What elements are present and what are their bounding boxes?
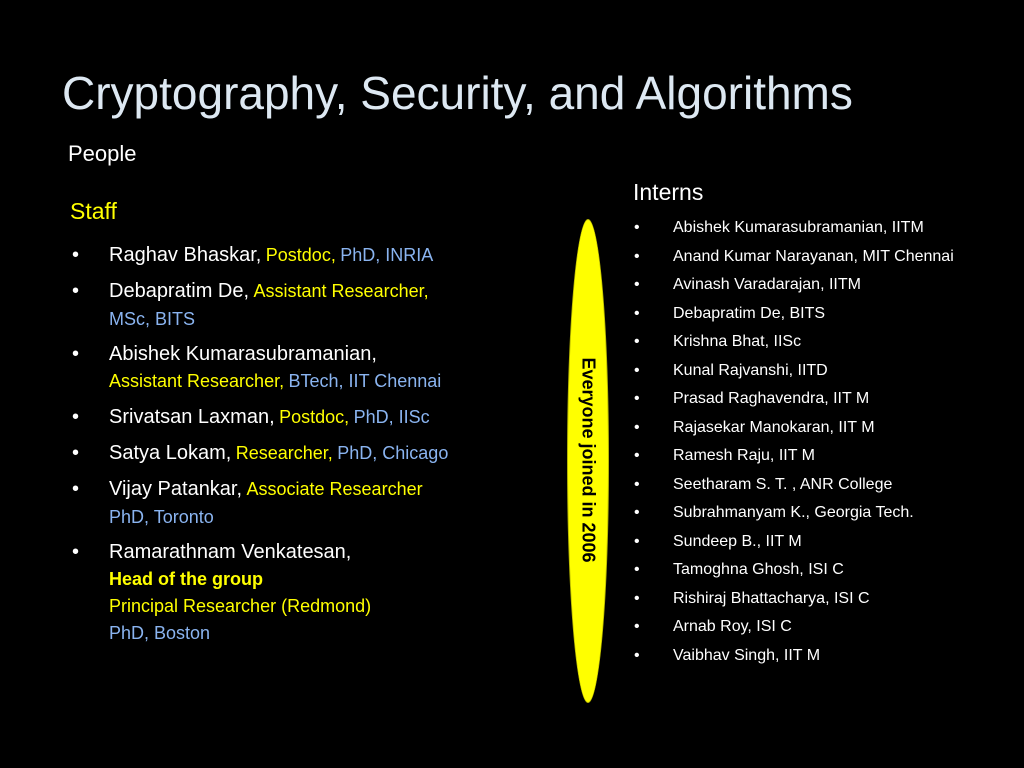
intern-label: Abishek Kumarasubramanian, IITM [673,219,924,236]
bullet-icon: • [72,406,80,428]
banner-text: Everyone joined in 2006 [578,357,599,563]
staff-role: Associate Researcher [246,479,423,499]
bullet-icon: • [634,247,640,265]
staff-item-lokam [70,440,560,468]
staff-item-de [70,278,560,333]
interns-list [633,218,1003,674]
intern-item [633,247,1003,267]
bullet-icon: • [634,561,640,578]
intern-label: Subrahmanyam K., Georgia Tech. [673,504,914,521]
intern-label: Seetharam S. T. , ANR College [673,475,893,493]
intern-label: Avinash Varadarajan, IITM [673,276,861,293]
staff-role: Researcher, [235,443,333,463]
staff-item-laxman [70,404,560,432]
staff-name: Ramarathnam Venkatesan, [109,541,352,563]
bullet-icon: • [72,343,80,365]
intern-item [633,560,1003,580]
staff-item-kumarasubramanian [70,341,560,396]
intern-item [633,503,1003,523]
staff-role: Assistant Researcher, [253,281,429,301]
staff-role: Postdoc, [279,407,350,427]
intern-label: Rishiraj Bhattacharya, ISI C [673,589,870,607]
bullet-icon: • [634,646,640,664]
bullet-icon: • [72,541,80,563]
staff-item-venkatesan [70,539,560,647]
bullet-icon: • [72,442,80,464]
staff-name: Debapratim De, [109,280,250,302]
intern-label: Tamoghna Ghosh, ISI C [673,561,844,578]
bullet-icon: • [72,244,80,266]
staff-degree: MSc, BITS [109,309,196,329]
intern-label: Krishna Bhat, IISc [673,333,802,350]
staff-heading: Staff [70,198,117,224]
bullet-icon: • [634,475,640,493]
staff-degree: BTech, IIT Chennai [288,371,442,391]
intern-label: Sundeep B., IIT M [673,532,802,550]
intern-item [633,446,1003,466]
intern-label: Kunal Rajvanshi, IITD [673,361,828,379]
intern-item [633,389,1003,409]
intern-item [633,617,1003,637]
staff-item-patankar [70,476,560,531]
bullet-icon: • [634,447,640,464]
intern-label: Arnab Roy, ISI C [673,618,792,635]
intern-item [633,418,1003,438]
bullet-icon: • [72,280,80,302]
intern-label: Prasad Raghavendra, IIT M [673,390,870,407]
intern-item [633,332,1003,352]
intern-item [633,275,1003,295]
staff-degree: PhD, Chicago [337,443,449,463]
intern-item [633,646,1003,666]
staff-list [70,242,560,655]
staff-role: Assistant Researcher, [109,371,285,391]
intern-item [633,589,1003,609]
staff-degree: PhD, Boston [109,623,211,643]
intern-item [633,532,1003,552]
bullet-icon: • [634,276,640,293]
staff-name: Raghav Bhaskar, [109,244,262,266]
intern-item [633,218,1003,238]
intern-item [633,304,1003,324]
bullet-icon: • [634,304,640,322]
staff-role: Postdoc, [265,245,336,265]
bullet-icon: • [634,333,640,350]
intern-label: Rajasekar Manokaran, IIT M [673,418,875,436]
bullet-icon: • [634,532,640,550]
staff-role: Principal Researcher (Redmond) [109,596,372,616]
slide-title: Cryptography, Security, and Algorithms [62,67,853,119]
bullet-icon: • [634,589,640,607]
intern-label: Anand Kumar Narayanan, MIT Chennai [673,247,954,265]
staff-name: Vijay Patankar, [109,478,243,500]
bullet-icon: • [634,219,640,236]
staff-name: Srivatsan Laxman, [109,406,275,428]
intern-label: Ramesh Raju, IIT M [673,447,815,464]
staff-item-bhaskar [70,242,560,270]
intern-label: Vaibhav Singh, IIT M [673,646,821,664]
staff-degree: PhD, IISc [353,407,430,427]
slide-subtitle: People [68,141,137,166]
staff-degree: PhD, Toronto [109,507,214,527]
staff-name: Abishek Kumarasubramanian, [109,343,377,365]
bullet-icon: • [634,390,640,407]
staff-head-title: Head of the group [109,569,263,589]
bullet-icon: • [634,361,640,379]
staff-name: Satya Lokam, [109,442,232,464]
bullet-icon: • [72,478,80,500]
intern-item [633,361,1003,381]
bullet-icon: • [634,504,640,521]
staff-degree: PhD, INRIA [340,245,434,265]
bullet-icon: • [634,618,640,635]
intern-label: Debapratim De, BITS [673,304,826,322]
intern-item [633,475,1003,495]
bullet-icon: • [634,418,640,436]
interns-heading: Interns [633,179,704,205]
